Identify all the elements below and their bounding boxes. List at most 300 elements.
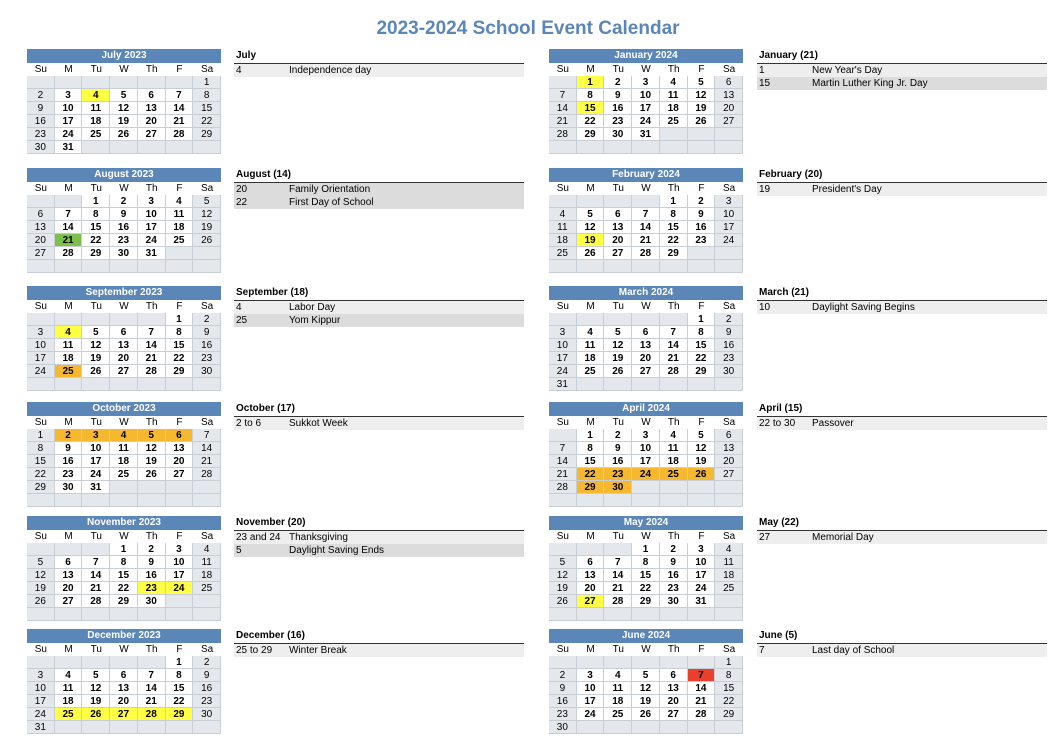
highlighted-day-cell: 4 [55, 326, 83, 339]
weekday-header: M [577, 300, 605, 313]
month-calendar [549, 286, 743, 391]
day-cell: 11 [549, 221, 577, 234]
highlighted-day-cell: 19 [577, 234, 605, 247]
day-cell: 23 [193, 695, 221, 708]
month-calendar [27, 629, 221, 734]
day-cell: 17 [688, 569, 716, 582]
weekday-header: M [55, 182, 83, 195]
day-cell: 3 [55, 89, 83, 102]
day-cell: 23 [715, 352, 743, 365]
event-list [757, 49, 1047, 90]
event-list [234, 629, 524, 657]
empty-day-cell [193, 494, 221, 507]
day-cell: 14 [549, 455, 577, 468]
day-cell: 23 [27, 128, 55, 141]
day-cell: 8 [82, 208, 110, 221]
empty-day-cell [577, 656, 605, 669]
weekday-header: Su [549, 530, 577, 543]
page-title: 2023-2024 School Event Calendar [376, 18, 680, 39]
day-cell: 23 [688, 234, 716, 247]
day-cell: 6 [110, 669, 138, 682]
day-cell: 13 [138, 102, 166, 115]
empty-day-cell [660, 721, 688, 734]
empty-day-cell [27, 494, 55, 507]
empty-day-cell [688, 656, 716, 669]
day-cell: 30 [549, 721, 577, 734]
day-cell: 13 [632, 339, 660, 352]
empty-day-cell [715, 721, 743, 734]
day-cell: 8 [166, 669, 194, 682]
event-date: 25 [236, 315, 248, 326]
empty-day-cell [55, 608, 83, 621]
highlighted-day-cell: 22 [577, 468, 605, 481]
weekday-header: F [166, 63, 194, 76]
event-row [234, 196, 524, 209]
empty-day-cell [688, 494, 716, 507]
weekday-header: Su [549, 416, 577, 429]
day-cell: 31 [632, 128, 660, 141]
weekday-header: Sa [715, 63, 743, 76]
empty-day-cell [604, 543, 632, 556]
empty-day-cell [715, 128, 743, 141]
empty-day-cell [110, 378, 138, 391]
day-cell: 15 [166, 682, 194, 695]
month-title: November 2023 [27, 516, 221, 530]
month-title: August 2023 [27, 168, 221, 182]
day-cell: 25 [193, 582, 221, 595]
day-cell: 23 [55, 468, 83, 481]
day-cell: 14 [660, 339, 688, 352]
day-cell: 28 [549, 481, 577, 494]
empty-day-cell [138, 76, 166, 89]
empty-day-cell [604, 378, 632, 391]
day-cell: 10 [27, 682, 55, 695]
event-list-title: January (21) [757, 49, 1047, 64]
empty-day-cell [166, 721, 194, 734]
weekday-header: Th [138, 643, 166, 656]
day-cell: 17 [82, 455, 110, 468]
weekday-header: Su [549, 643, 577, 656]
empty-day-cell [193, 721, 221, 734]
day-cell: 28 [55, 247, 83, 260]
day-cell: 10 [166, 556, 194, 569]
day-cell: 8 [715, 669, 743, 682]
month-title: February 2024 [549, 168, 743, 182]
day-cell: 14 [549, 102, 577, 115]
weekday-header: Th [138, 300, 166, 313]
empty-day-cell [577, 721, 605, 734]
day-cell: 16 [27, 115, 55, 128]
day-cell: 24 [82, 468, 110, 481]
month-grid [27, 300, 221, 391]
event-row [234, 301, 524, 314]
empty-day-cell [715, 494, 743, 507]
day-cell: 24 [138, 234, 166, 247]
day-cell: 29 [688, 365, 716, 378]
weekday-header: Tu [82, 530, 110, 543]
event-list [757, 629, 1047, 657]
day-cell: 8 [660, 208, 688, 221]
day-cell: 1 [27, 429, 55, 442]
day-cell: 9 [193, 326, 221, 339]
month-calendar [27, 516, 221, 621]
day-cell: 30 [138, 595, 166, 608]
day-cell: 12 [82, 682, 110, 695]
empty-day-cell [55, 656, 83, 669]
weekday-header: F [688, 300, 716, 313]
empty-day-cell [82, 260, 110, 273]
event-name: Labor Day [289, 302, 336, 313]
empty-day-cell [688, 128, 716, 141]
day-cell: 1 [715, 656, 743, 669]
month-calendar [549, 402, 743, 507]
day-cell: 22 [82, 234, 110, 247]
day-cell: 17 [166, 569, 194, 582]
empty-day-cell [688, 608, 716, 621]
day-cell: 15 [660, 221, 688, 234]
month-calendar [549, 516, 743, 621]
weekday-header: Sa [193, 416, 221, 429]
day-cell: 27 [55, 595, 83, 608]
day-cell: 9 [604, 89, 632, 102]
weekday-header: F [688, 182, 716, 195]
event-name: Daylight Saving Begins [812, 302, 915, 313]
day-cell: 7 [193, 429, 221, 442]
day-cell: 6 [715, 76, 743, 89]
day-cell: 27 [632, 365, 660, 378]
weekday-header: M [55, 530, 83, 543]
empty-day-cell [27, 378, 55, 391]
highlighted-day-cell: 1 [577, 76, 605, 89]
weekday-header: M [55, 63, 83, 76]
day-cell: 7 [604, 556, 632, 569]
day-cell: 3 [27, 669, 55, 682]
day-cell: 2 [688, 195, 716, 208]
day-cell: 25 [110, 468, 138, 481]
event-list [757, 286, 1047, 314]
day-cell: 15 [27, 455, 55, 468]
event-list-title: December (16) [234, 629, 524, 644]
empty-day-cell [604, 608, 632, 621]
weekday-header: F [166, 300, 194, 313]
empty-day-cell [549, 313, 577, 326]
day-cell: 12 [193, 208, 221, 221]
empty-day-cell [577, 378, 605, 391]
highlighted-day-cell: 26 [688, 468, 716, 481]
empty-day-cell [604, 656, 632, 669]
day-cell: 3 [632, 429, 660, 442]
day-cell: 23 [549, 708, 577, 721]
day-cell: 16 [138, 569, 166, 582]
day-cell: 12 [138, 442, 166, 455]
day-cell: 17 [715, 221, 743, 234]
day-cell: 23 [660, 582, 688, 595]
day-cell: 19 [688, 102, 716, 115]
day-cell: 17 [138, 221, 166, 234]
day-cell: 2 [27, 89, 55, 102]
event-name: Thanksgiving [289, 532, 348, 543]
weekday-header: Sa [715, 416, 743, 429]
weekday-header: Tu [82, 416, 110, 429]
day-cell: 9 [27, 102, 55, 115]
highlighted-day-cell: 25 [660, 468, 688, 481]
day-cell: 28 [166, 128, 194, 141]
day-cell: 22 [27, 468, 55, 481]
day-cell: 5 [82, 669, 110, 682]
day-cell: 25 [549, 247, 577, 260]
day-cell: 11 [193, 556, 221, 569]
day-cell: 24 [632, 115, 660, 128]
empty-day-cell [549, 608, 577, 621]
event-date: 5 [236, 545, 242, 556]
empty-day-cell [632, 195, 660, 208]
empty-day-cell [27, 195, 55, 208]
day-cell: 26 [138, 468, 166, 481]
weekday-header: Tu [604, 300, 632, 313]
day-cell: 18 [82, 115, 110, 128]
day-cell: 13 [166, 442, 194, 455]
day-cell: 17 [27, 695, 55, 708]
event-list [234, 168, 524, 209]
day-cell: 3 [632, 76, 660, 89]
day-cell: 8 [110, 556, 138, 569]
event-list-title: May (22) [757, 516, 1047, 531]
day-cell: 5 [688, 429, 716, 442]
day-cell: 30 [715, 365, 743, 378]
empty-day-cell [632, 481, 660, 494]
day-cell: 18 [166, 221, 194, 234]
day-cell: 25 [660, 115, 688, 128]
highlighted-day-cell: 4 [82, 89, 110, 102]
day-cell: 28 [660, 365, 688, 378]
empty-day-cell [82, 543, 110, 556]
day-cell: 9 [138, 556, 166, 569]
day-cell: 2 [660, 543, 688, 556]
weekday-header: Sa [715, 182, 743, 195]
month-calendar [27, 286, 221, 391]
day-cell: 4 [660, 429, 688, 442]
event-row [757, 183, 1047, 196]
day-cell: 11 [577, 339, 605, 352]
day-cell: 18 [549, 234, 577, 247]
weekday-header: Tu [82, 182, 110, 195]
day-cell: 17 [632, 455, 660, 468]
weekday-header: Tu [604, 182, 632, 195]
day-cell: 20 [715, 102, 743, 115]
day-cell: 8 [688, 326, 716, 339]
empty-day-cell [632, 494, 660, 507]
weekday-header: Tu [604, 416, 632, 429]
event-list-title: August (14) [234, 168, 524, 183]
empty-day-cell [660, 656, 688, 669]
empty-day-cell [55, 260, 83, 273]
day-cell: 16 [193, 339, 221, 352]
day-cell: 30 [193, 708, 221, 721]
day-cell: 13 [715, 442, 743, 455]
event-date: 4 [236, 302, 242, 313]
month-grid [27, 416, 221, 507]
day-cell: 19 [688, 455, 716, 468]
event-date: 2 to 6 [236, 418, 262, 429]
day-cell: 20 [660, 695, 688, 708]
day-cell: 3 [166, 543, 194, 556]
event-name: First Day of School [289, 197, 374, 208]
day-cell: 27 [715, 468, 743, 481]
day-cell: 25 [166, 234, 194, 247]
day-cell: 11 [715, 556, 743, 569]
day-cell: 26 [577, 247, 605, 260]
weekday-header: Su [549, 63, 577, 76]
day-cell: 7 [82, 556, 110, 569]
empty-day-cell [632, 260, 660, 273]
empty-day-cell [660, 128, 688, 141]
highlighted-day-cell: 24 [166, 582, 194, 595]
highlighted-day-cell: 25 [55, 365, 83, 378]
empty-day-cell [55, 313, 83, 326]
day-cell: 13 [660, 682, 688, 695]
day-cell: 23 [110, 234, 138, 247]
month-title: April 2024 [549, 402, 743, 416]
day-cell: 8 [166, 326, 194, 339]
event-date: 20 [236, 184, 248, 195]
day-cell: 30 [604, 128, 632, 141]
empty-day-cell [193, 141, 221, 154]
weekday-header: Th [660, 643, 688, 656]
empty-day-cell [549, 195, 577, 208]
month-title: July 2023 [27, 49, 221, 63]
day-cell: 26 [632, 708, 660, 721]
day-cell: 6 [138, 89, 166, 102]
day-cell: 14 [138, 682, 166, 695]
weekday-header: M [577, 416, 605, 429]
weekday-header: Su [549, 182, 577, 195]
empty-day-cell [55, 378, 83, 391]
event-row [757, 64, 1047, 77]
empty-day-cell [55, 195, 83, 208]
day-cell: 11 [110, 442, 138, 455]
empty-day-cell [688, 247, 716, 260]
event-name: Winter Break [289, 645, 347, 656]
weekday-header: Su [27, 300, 55, 313]
empty-day-cell [82, 378, 110, 391]
day-cell: 31 [82, 481, 110, 494]
event-list [757, 516, 1047, 544]
event-row [757, 77, 1047, 90]
day-cell: 29 [82, 247, 110, 260]
empty-day-cell [138, 494, 166, 507]
highlighted-day-cell: 4 [110, 429, 138, 442]
day-cell: 17 [549, 352, 577, 365]
event-name: Memorial Day [812, 532, 874, 543]
event-list [757, 402, 1047, 430]
highlighted-day-cell: 6 [166, 429, 194, 442]
weekday-header: Th [138, 182, 166, 195]
weekday-header: Sa [193, 643, 221, 656]
empty-day-cell [193, 481, 221, 494]
day-cell: 18 [660, 455, 688, 468]
day-cell: 28 [632, 247, 660, 260]
event-list-title: June (5) [757, 629, 1047, 644]
day-cell: 12 [632, 682, 660, 695]
highlighted-day-cell: 23 [604, 468, 632, 481]
day-cell: 31 [688, 595, 716, 608]
event-list-title: September (18) [234, 286, 524, 301]
day-cell: 21 [660, 352, 688, 365]
weekday-header: Su [27, 63, 55, 76]
day-cell: 26 [193, 234, 221, 247]
empty-day-cell [110, 721, 138, 734]
weekday-header: Th [660, 300, 688, 313]
day-cell: 24 [688, 582, 716, 595]
empty-day-cell [715, 260, 743, 273]
day-cell: 24 [577, 708, 605, 721]
day-cell: 26 [110, 128, 138, 141]
day-cell: 7 [549, 89, 577, 102]
weekday-header: W [632, 300, 660, 313]
empty-day-cell [604, 195, 632, 208]
empty-day-cell [549, 429, 577, 442]
day-cell: 7 [166, 89, 194, 102]
empty-day-cell [604, 494, 632, 507]
day-cell: 3 [549, 326, 577, 339]
day-cell: 12 [27, 569, 55, 582]
day-cell: 20 [715, 455, 743, 468]
day-cell: 5 [688, 76, 716, 89]
empty-day-cell [110, 76, 138, 89]
day-cell: 10 [715, 208, 743, 221]
day-cell: 17 [632, 102, 660, 115]
weekday-header: Tu [604, 643, 632, 656]
day-cell: 2 [715, 313, 743, 326]
day-cell: 13 [715, 89, 743, 102]
empty-day-cell [82, 141, 110, 154]
day-cell: 26 [549, 595, 577, 608]
day-cell: 20 [110, 352, 138, 365]
day-cell: 15 [715, 682, 743, 695]
empty-day-cell [577, 494, 605, 507]
day-cell: 31 [55, 141, 83, 154]
day-cell: 9 [688, 208, 716, 221]
empty-day-cell [55, 543, 83, 556]
weekday-header: Th [660, 182, 688, 195]
event-row [234, 417, 524, 430]
day-cell: 4 [55, 669, 83, 682]
empty-day-cell [27, 608, 55, 621]
event-list-title: November (20) [234, 516, 524, 531]
day-cell: 5 [549, 556, 577, 569]
day-cell: 19 [632, 695, 660, 708]
day-cell: 31 [27, 721, 55, 734]
empty-day-cell [82, 313, 110, 326]
empty-day-cell [138, 656, 166, 669]
weekday-header: M [55, 300, 83, 313]
day-cell: 9 [549, 682, 577, 695]
day-cell: 26 [82, 365, 110, 378]
weekday-header: Sa [715, 643, 743, 656]
month-title: December 2023 [27, 629, 221, 643]
day-cell: 28 [193, 468, 221, 481]
weekday-header: F [166, 416, 194, 429]
highlighted-day-cell: 15 [577, 102, 605, 115]
month-title: May 2024 [549, 516, 743, 530]
highlighted-day-cell: 3 [82, 429, 110, 442]
day-cell: 5 [193, 195, 221, 208]
day-cell: 11 [166, 208, 194, 221]
day-cell: 7 [138, 326, 166, 339]
day-cell: 2 [138, 543, 166, 556]
weekday-header: W [110, 643, 138, 656]
day-cell: 11 [82, 102, 110, 115]
